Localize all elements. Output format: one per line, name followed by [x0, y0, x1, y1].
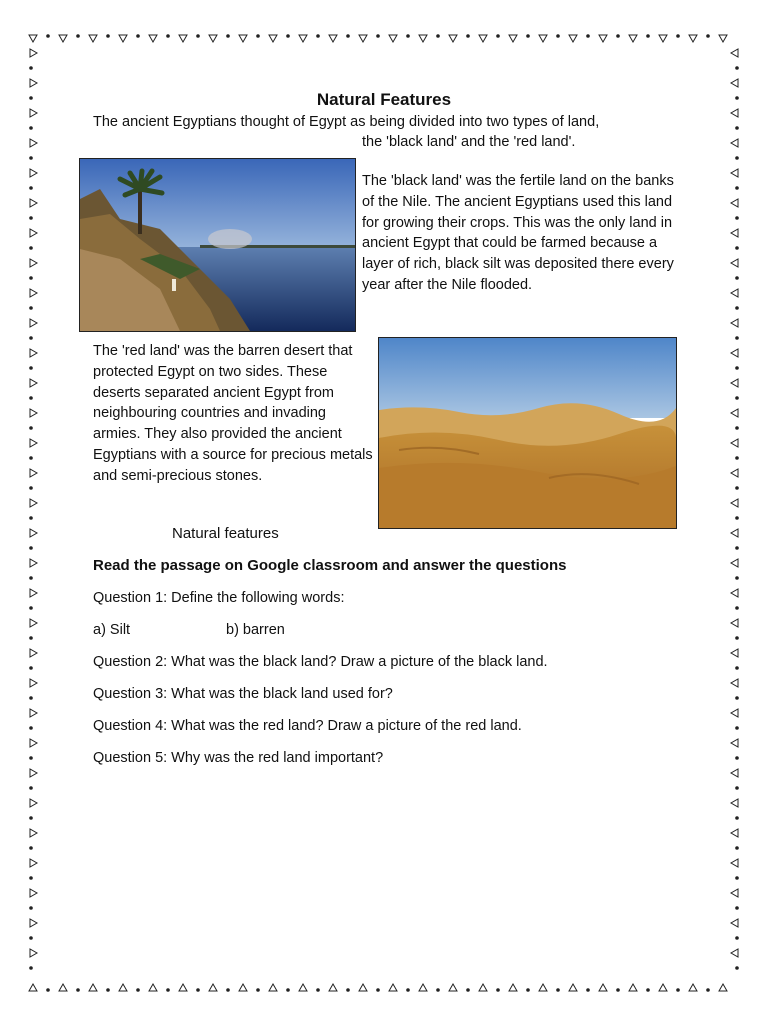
question-1-part-a: a) Silt [93, 622, 131, 638]
question-4: Question 4: What was the red land? Draw a picture of the red land. [93, 718, 522, 734]
question-2: Question 2: What was the black land? Draw a picture of the black land. [93, 654, 548, 670]
instruction-text: Read the passage on Google classroom and answer the questions [93, 557, 567, 574]
nile-riverbank-photo [79, 158, 356, 332]
question-1-part-b: b) barren [226, 622, 285, 638]
intro-text-line-2: the 'black land' and the 'red land'. [362, 134, 576, 150]
question-3: Question 3: What was the black land used for? [93, 686, 393, 702]
red-land-paragraph: The 'red land' was the barren desert that protected Egypt on two sides. These deserts separated ancient Egypt from neighbouring countries and invading armies. They also provided the ancient Egyptians with a source for precious metals and semi-precious stones. [93, 343, 373, 484]
black-land-paragraph: The 'black land' was the fertile land on the banks of the Nile. The ancient Egyptians used this land for growing their crops. This was the only land in ancient Egypt that could be farmed because a layer of rich, black silt was deposited there every year after the Nile flooded. [362, 173, 674, 293]
page-title: Natural Features [316, 90, 452, 109]
section-heading: Natural features [172, 525, 279, 542]
question-1: Question 1: Define the following words: [93, 590, 345, 606]
question-5: Question 5: Why was the red land important? [93, 750, 384, 766]
desert-dunes-photo [378, 337, 677, 529]
intro-text-line-1: The ancient Egyptians thought of Egypt as being divided into two types of land, [93, 114, 600, 130]
